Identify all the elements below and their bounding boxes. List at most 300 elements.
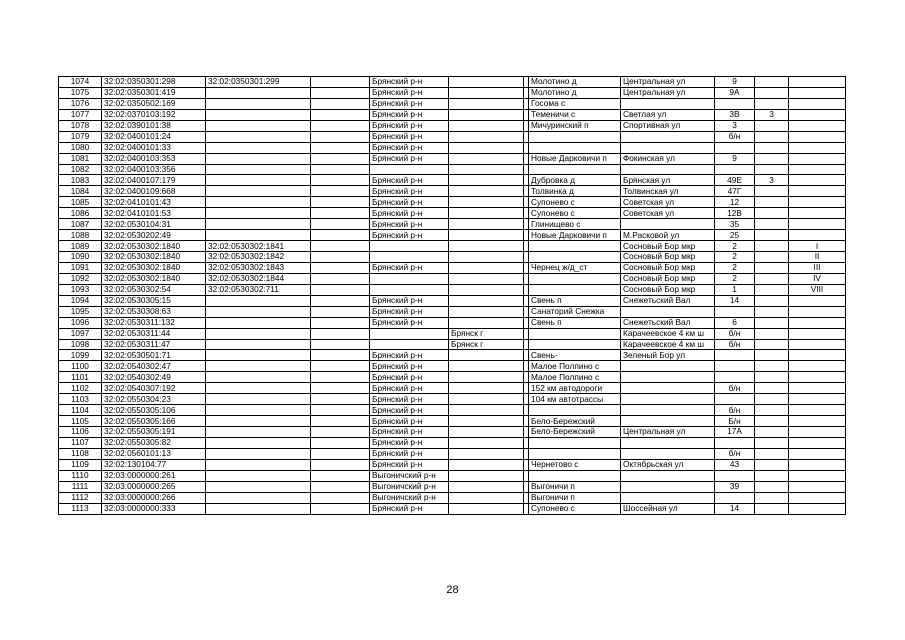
table-cell: Глинищево с — [529, 219, 621, 230]
table-cell — [755, 448, 789, 459]
table-cell: 1110 — [59, 470, 102, 481]
table-cell — [715, 492, 755, 503]
table-cell: 1107 — [59, 437, 102, 448]
table-cell: 1078 — [59, 120, 102, 131]
table-cell — [789, 306, 846, 317]
table-cell — [206, 98, 311, 109]
table-cell — [449, 459, 524, 470]
table-row — [59, 503, 846, 514]
table-row — [59, 175, 846, 186]
table-cell — [449, 372, 524, 383]
table-cell — [206, 186, 311, 197]
table-cell: 1081 — [59, 153, 102, 164]
table-row — [59, 241, 846, 252]
table-cell — [206, 120, 311, 131]
table-cell — [621, 416, 715, 427]
table-row — [59, 77, 846, 88]
table-row — [59, 109, 846, 120]
table-cell — [621, 481, 715, 492]
table-cell — [311, 295, 370, 306]
table-cell: 1099 — [59, 350, 102, 361]
table-cell: 32:02:0530302:1844 — [206, 273, 311, 284]
table-row — [59, 87, 846, 98]
table-cell: Брянский р-н — [370, 503, 449, 514]
table-cell — [529, 405, 621, 416]
table-cell: Снежетьский Вал — [621, 317, 715, 328]
table-cell — [755, 252, 789, 263]
table-cell: 9А — [715, 87, 755, 98]
table-cell: 1097 — [59, 328, 102, 339]
table-cell: 1096 — [59, 317, 102, 328]
table-cell: Сосновый Бор мкр — [621, 273, 715, 284]
table-cell: 32:02:0530302:1840 — [102, 262, 206, 273]
table-cell — [715, 470, 755, 481]
table-cell — [311, 120, 370, 131]
table-cell — [789, 394, 846, 405]
table-cell — [789, 230, 846, 241]
table-cell — [449, 383, 524, 394]
table-cell — [311, 77, 370, 88]
table-cell — [206, 87, 311, 98]
table-cell — [529, 241, 621, 252]
table-cell — [621, 383, 715, 394]
table-cell: 1082 — [59, 164, 102, 175]
table-cell — [206, 175, 311, 186]
table-cell: 104 км автотрассы — [529, 394, 621, 405]
table-cell: II — [789, 252, 846, 263]
table-cell: 35 — [715, 219, 755, 230]
table-cell: 32:02:0550305:166 — [102, 416, 206, 427]
table-cell: Брянский р-н — [370, 427, 449, 438]
table-cell — [529, 142, 621, 153]
table-cell — [449, 164, 524, 175]
table-cell — [789, 131, 846, 142]
table-cell: 1108 — [59, 448, 102, 459]
table-cell — [789, 361, 846, 372]
table-cell — [206, 328, 311, 339]
table-cell: Октябрьская ул — [621, 459, 715, 470]
table-cell — [789, 492, 846, 503]
table-cell — [755, 230, 789, 241]
table-cell — [755, 361, 789, 372]
table-cell — [789, 219, 846, 230]
table-cell — [206, 416, 311, 427]
table-row — [59, 437, 846, 448]
table-cell: 1094 — [59, 295, 102, 306]
table-cell: 2 — [715, 273, 755, 284]
table-cell — [449, 252, 524, 263]
table-cell: 32:03:0000000:333 — [102, 503, 206, 514]
table-cell — [370, 284, 449, 295]
table-cell — [449, 361, 524, 372]
table-cell: б/н — [715, 448, 755, 459]
table-cell: 32:02:0530302:1843 — [206, 262, 311, 273]
table-cell: 32:03:0000000:261 — [102, 470, 206, 481]
table-cell: 32:02:0400109:668 — [102, 186, 206, 197]
table-row — [59, 295, 846, 306]
table-cell — [449, 186, 524, 197]
table-cell — [370, 164, 449, 175]
table-cell: Брянский р-н — [370, 186, 449, 197]
table-cell — [789, 87, 846, 98]
table-cell: 1075 — [59, 87, 102, 98]
table-cell — [449, 241, 524, 252]
table-cell — [449, 87, 524, 98]
table-cell: 32:02:0550305:82 — [102, 437, 206, 448]
table-cell: Карачеевское 4 км ш — [621, 339, 715, 350]
table-cell — [206, 219, 311, 230]
table-cell — [789, 448, 846, 459]
table-cell: Брянский р-н — [370, 383, 449, 394]
table-cell: Бело-Бережский — [529, 427, 621, 438]
table-cell: 39 — [715, 481, 755, 492]
table-cell: 3 — [755, 175, 789, 186]
table-cell: Молотино д — [529, 87, 621, 98]
table-cell — [449, 109, 524, 120]
table-cell: 32:02:0400101:33 — [102, 142, 206, 153]
table-row — [59, 197, 846, 208]
table-cell — [206, 492, 311, 503]
table-row — [59, 153, 846, 164]
table-row — [59, 306, 846, 317]
table-row — [59, 416, 846, 427]
table-cell: 32:02:0530311:47 — [102, 339, 206, 350]
table-cell: 32:02:0400107:179 — [102, 175, 206, 186]
table-cell — [715, 437, 755, 448]
table-cell — [311, 405, 370, 416]
table-cell — [449, 131, 524, 142]
table-cell — [621, 394, 715, 405]
table-cell: Малое Полпино с — [529, 372, 621, 383]
table-cell: 32:02:130104:77 — [102, 459, 206, 470]
table-cell: Брянский р-н — [370, 109, 449, 120]
table-cell — [449, 394, 524, 405]
table-cell — [529, 448, 621, 459]
table-cell: Брянский р-н — [370, 437, 449, 448]
table-cell — [529, 328, 621, 339]
table-cell: I — [789, 241, 846, 252]
table-row — [59, 481, 846, 492]
table-cell — [449, 350, 524, 361]
table-cell: 32:02:0530302:1842 — [206, 252, 311, 263]
table-cell — [789, 427, 846, 438]
table-cell — [206, 109, 311, 120]
table-cell: 1087 — [59, 219, 102, 230]
table-row — [59, 492, 846, 503]
table-row — [59, 317, 846, 328]
table-cell: Толвинка д — [529, 186, 621, 197]
table-cell: 2 — [715, 252, 755, 263]
table-cell — [789, 175, 846, 186]
table-cell: Новые Дарковичи п — [529, 153, 621, 164]
table-cell: Выгоничский р-н — [370, 470, 449, 481]
table-cell: 1077 — [59, 109, 102, 120]
table-cell: Выгоничский р-н — [370, 492, 449, 503]
table-cell — [449, 208, 524, 219]
table-cell: Б/н — [715, 416, 755, 427]
table-cell — [621, 164, 715, 175]
table-cell — [789, 142, 846, 153]
table-cell: Дубровка д — [529, 175, 621, 186]
table-cell: 32:02:0530302:1840 — [102, 252, 206, 263]
table-cell: М.Расковой ул — [621, 230, 715, 241]
table-cell: Свень п — [529, 295, 621, 306]
table-cell — [449, 481, 524, 492]
table-cell — [449, 175, 524, 186]
table-cell — [206, 394, 311, 405]
table-cell: б/н — [715, 405, 755, 416]
table-cell — [311, 416, 370, 427]
table-cell: Брянский р-н — [370, 230, 449, 241]
table-cell — [789, 481, 846, 492]
table-cell — [755, 186, 789, 197]
table-cell — [311, 87, 370, 98]
table-cell — [449, 197, 524, 208]
table-cell: 1104 — [59, 405, 102, 416]
table-cell: Центральная ул — [621, 427, 715, 438]
table-cell — [755, 77, 789, 88]
table-cell: Зеленый Бор ул — [621, 350, 715, 361]
table-cell — [789, 77, 846, 88]
table-row — [59, 219, 846, 230]
table-row — [59, 427, 846, 438]
table-cell: 32:02:0530302:1840 — [102, 273, 206, 284]
table-cell: 32:02:0540302:49 — [102, 372, 206, 383]
table-cell: Брянская ул — [621, 175, 715, 186]
table-cell: 32:02:0530302:711 — [206, 284, 311, 295]
table-cell — [789, 153, 846, 164]
table-cell — [311, 219, 370, 230]
table-cell: 32:02:0400101:24 — [102, 131, 206, 142]
table-cell — [621, 372, 715, 383]
table-cell — [755, 295, 789, 306]
table-cell: 1100 — [59, 361, 102, 372]
table-row — [59, 142, 846, 153]
table-cell — [789, 437, 846, 448]
table-cell — [311, 284, 370, 295]
table-cell: 1113 — [59, 503, 102, 514]
table-cell: Брянский р-н — [370, 262, 449, 273]
table-row — [59, 383, 846, 394]
table-cell — [715, 142, 755, 153]
table-cell — [311, 208, 370, 219]
table-cell — [789, 470, 846, 481]
table-row — [59, 98, 846, 109]
table-cell: Советская ул — [621, 197, 715, 208]
table-cell: 32:02:0530202:49 — [102, 230, 206, 241]
table-cell: 47Г — [715, 186, 755, 197]
table-cell: Брянский р-н — [370, 131, 449, 142]
table-cell: 1109 — [59, 459, 102, 470]
table-cell: Брянский р-н — [370, 405, 449, 416]
table-cell: Мичуринский п — [529, 120, 621, 131]
table-cell — [449, 306, 524, 317]
table-cell: 1085 — [59, 197, 102, 208]
table-cell — [621, 492, 715, 503]
table-cell: б/н — [715, 131, 755, 142]
table-cell: Теменичи с — [529, 109, 621, 120]
table-cell — [449, 503, 524, 514]
table-cell: 1106 — [59, 427, 102, 438]
table-cell — [755, 208, 789, 219]
table-cell — [311, 230, 370, 241]
table-row — [59, 405, 846, 416]
table-cell — [449, 77, 524, 88]
table-cell: Центральная ул — [621, 77, 715, 88]
table-cell: 2 — [715, 262, 755, 273]
table-cell — [449, 317, 524, 328]
table-cell: Брянский р-н — [370, 87, 449, 98]
table-cell — [789, 317, 846, 328]
table-cell: Брянский р-н — [370, 153, 449, 164]
table-row — [59, 262, 846, 273]
table-cell — [755, 98, 789, 109]
table-cell: 32:02:0530311:132 — [102, 317, 206, 328]
table-row — [59, 361, 846, 372]
table-cell — [311, 241, 370, 252]
table-cell: Снежетьский Вал — [621, 295, 715, 306]
table-cell: 12 — [715, 197, 755, 208]
table-cell — [789, 416, 846, 427]
table-cell — [311, 437, 370, 448]
table-cell — [206, 470, 311, 481]
table-cell: Брянский р-н — [370, 208, 449, 219]
table-cell — [529, 164, 621, 175]
table-cell — [206, 153, 311, 164]
table-cell — [755, 87, 789, 98]
table-cell: 32:02:0390101:38 — [102, 120, 206, 131]
table-cell — [789, 109, 846, 120]
table-cell — [621, 306, 715, 317]
table-cell: Спортивная ул — [621, 120, 715, 131]
table-cell: Свень- — [529, 350, 621, 361]
table-row — [59, 284, 846, 295]
table-cell: 32:02:0410101:43 — [102, 197, 206, 208]
table-row — [59, 186, 846, 197]
table-cell — [311, 306, 370, 317]
table-cell — [529, 470, 621, 481]
table-cell — [449, 284, 524, 295]
table-cell — [789, 372, 846, 383]
table-cell — [449, 230, 524, 241]
table-cell — [449, 142, 524, 153]
table-cell — [449, 273, 524, 284]
table-cell — [755, 394, 789, 405]
table-cell — [529, 339, 621, 350]
table-cell — [206, 197, 311, 208]
table-cell — [311, 317, 370, 328]
table-cell — [206, 427, 311, 438]
table-cell: Супонево с — [529, 197, 621, 208]
table-cell: 25 — [715, 230, 755, 241]
table-cell: 152 км автодороги — [529, 383, 621, 394]
table-cell — [755, 262, 789, 273]
table-cell — [715, 164, 755, 175]
table-cell — [449, 120, 524, 131]
table-cell: 2 — [715, 241, 755, 252]
table-cell — [449, 219, 524, 230]
table-cell — [529, 252, 621, 263]
table-cell: 9 — [715, 77, 755, 88]
table-cell — [755, 481, 789, 492]
table-cell: III — [789, 262, 846, 273]
table-cell — [206, 142, 311, 153]
table-cell — [311, 470, 370, 481]
table-cell — [311, 350, 370, 361]
table-cell — [311, 252, 370, 263]
table-cell — [755, 437, 789, 448]
table-cell — [206, 350, 311, 361]
table-cell: Супонево с — [529, 208, 621, 219]
table-cell: 32:02:0400103:356 — [102, 164, 206, 175]
table-cell — [311, 459, 370, 470]
table-cell — [715, 394, 755, 405]
table-cell: 43 — [715, 459, 755, 470]
table-cell — [789, 186, 846, 197]
table-cell: Брянский р-н — [370, 98, 449, 109]
table-cell — [311, 109, 370, 120]
table-cell: Брянский р-н — [370, 361, 449, 372]
table-cell — [449, 262, 524, 273]
table-cell: Госома с — [529, 98, 621, 109]
table-cell — [370, 339, 449, 350]
table-cell — [789, 350, 846, 361]
table-cell — [206, 503, 311, 514]
table-row — [59, 339, 846, 350]
table-cell — [755, 427, 789, 438]
table-cell — [206, 459, 311, 470]
table-cell: Брянский р-н — [370, 197, 449, 208]
table-cell — [715, 372, 755, 383]
table-cell — [206, 230, 311, 241]
table-cell — [621, 437, 715, 448]
table-cell: Брянский р-н — [370, 306, 449, 317]
table-cell: Молотино д — [529, 77, 621, 88]
table-cell: 1091 — [59, 262, 102, 273]
table-cell: 32:02:0350301:299 — [206, 77, 311, 88]
table-cell — [789, 503, 846, 514]
table-cell: б/н — [715, 328, 755, 339]
table-cell: 3 — [755, 109, 789, 120]
table-cell: 1105 — [59, 416, 102, 427]
table-cell: Брянск г — [449, 339, 524, 350]
table-body — [59, 77, 846, 515]
table-cell: Брянский р-н — [370, 219, 449, 230]
table-cell — [715, 306, 755, 317]
table-cell — [789, 328, 846, 339]
table-cell — [311, 142, 370, 153]
table-cell: 1086 — [59, 208, 102, 219]
table-cell — [755, 120, 789, 131]
table-cell — [755, 339, 789, 350]
table-cell: Санаторий Снежка — [529, 306, 621, 317]
table-cell: 9 — [715, 153, 755, 164]
table-cell — [621, 361, 715, 372]
table-cell — [789, 98, 846, 109]
table-cell: 32:02:0350301:419 — [102, 87, 206, 98]
table-cell — [755, 317, 789, 328]
table-cell: 32:02:0400103:353 — [102, 153, 206, 164]
table-cell: 1102 — [59, 383, 102, 394]
table-cell: 32:02:0530311:44 — [102, 328, 206, 339]
table-cell — [206, 317, 311, 328]
table-cell: 32:02:0530501:71 — [102, 350, 206, 361]
table-cell — [789, 339, 846, 350]
table-cell: IV — [789, 273, 846, 284]
table-cell: Брянский р-н — [370, 317, 449, 328]
table-cell — [755, 241, 789, 252]
table-cell — [311, 383, 370, 394]
